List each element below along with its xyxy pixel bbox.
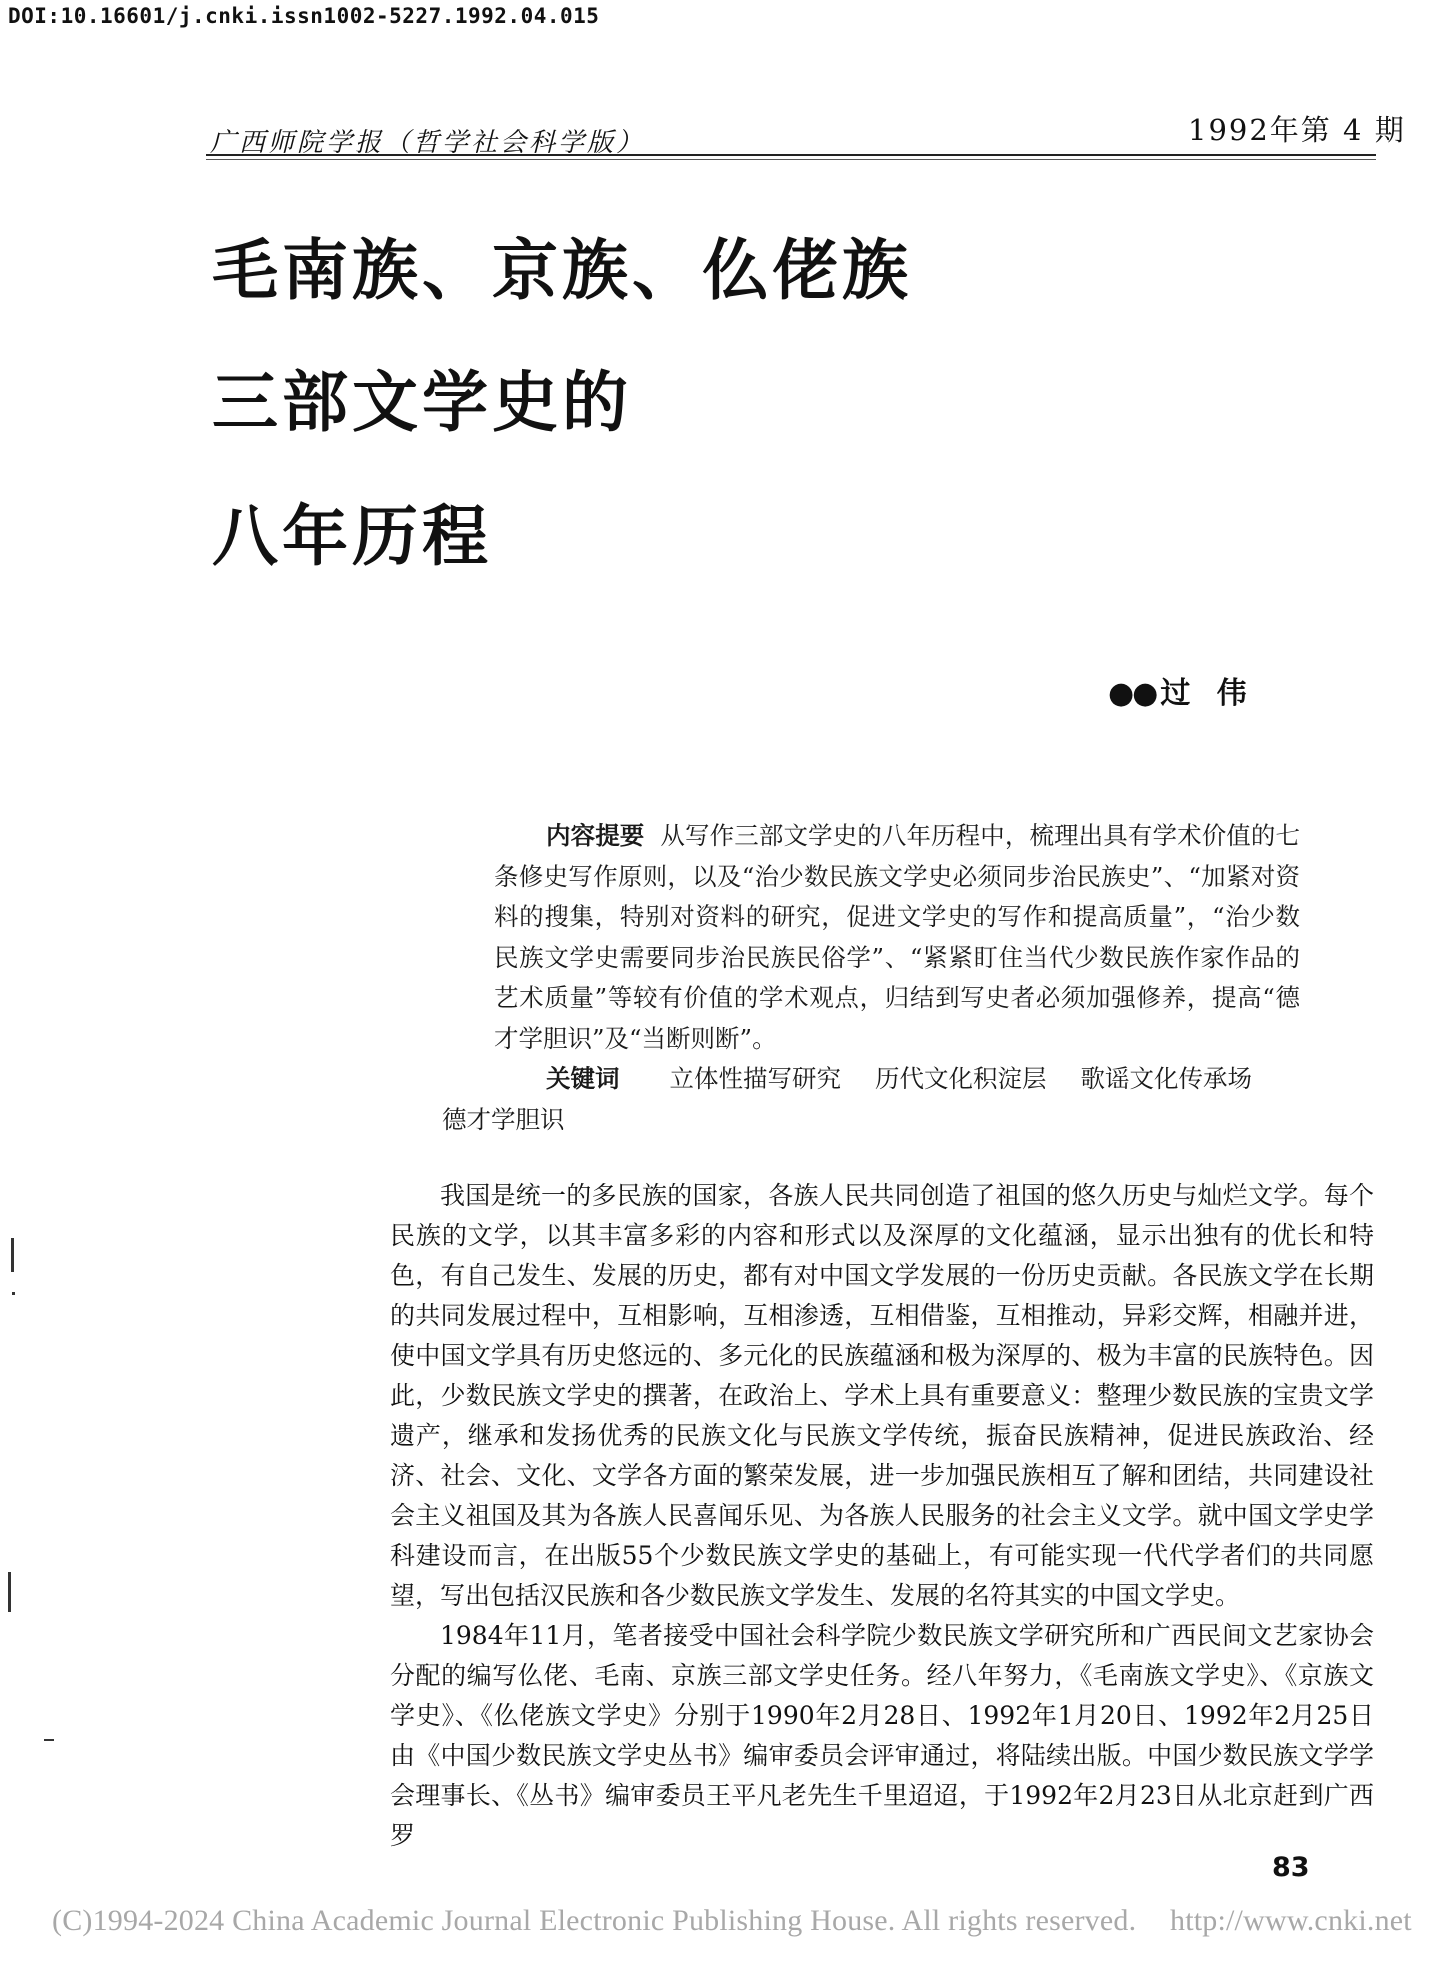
abstract-label: 内容提要 (546, 821, 645, 850)
scan-mark (44, 1739, 54, 1741)
journal-name: 广西师院学报（哲学社会科学版） (210, 128, 646, 158)
keyword: 德才学胆识 (442, 1104, 565, 1134)
title-line-1: 毛南族、京族、仫佬族 (212, 232, 912, 309)
body-paragraph-1: 我国是统一的多民族的国家，各族人民共同创造了祖国的悠久历史与灿烂文学。每个民族的文学，以其丰富多彩的内容和形式以及深厚的文化蕴涵，显示出独有的优长和特色，有自己发生、发展的历史，都有对中国文学发展的一份历史贡献。各民族文学在长期的共同发展过程中，互相影响，互相渗透，互相借鉴，互相推动，异彩交辉，相融并进，使中国文学具有历史悠远的、多元化的民族蕴涵和极为深厚的、极为丰富的民族特色。因此，少数民族文学史的撰著，在政治上、学术上具有重要意义：整理少数民族的宝贵文学遗产，继承和发扬优秀的民族文化与民族文学传统，振奋民族精神，促进民族政治、经济、社会、文化、文学各方面的繁荣发展，进一步加强民族相互了解和团结，共同建设社会主义祖国及其为各族人民喜闻乐见、为各族人民服务的社会主义文学。就中国文学史学科建设而言，在出版55个少数民族文学史的基础上，有可能实现一代代学者们的共同愿望，写出包括汉民族和各少数民族文学发生、发展的名符其实的中国文学史。 (390, 1181, 1374, 1610)
page-number: 83 (1272, 1852, 1310, 1883)
abstract-block (442, 816, 1301, 1140)
header-rule-thin (206, 159, 1376, 160)
scan-mark (12, 1292, 15, 1295)
abstract-text: 从写作三部文学史的八年历程中，梳理出具有学术价值的七条修史写作原则，以及“治少数民族文学史必须同步治民族史”、“加紧对资料的搜集，特别对资料的研究，促进文学史的写作和提高质量”，“治少数民族文学史需要同步治民族民俗学”、“紧紧盯住当代少数民族作家作品的艺术质量”等较有价值的学术观点，归结到写史者必须加强修养，提高“德才学胆识”及“当断则断”。 (494, 821, 1301, 1053)
keyword: 立体性描写研究 (669, 1064, 841, 1093)
doi-line: DOI:10.16601/j.cnki.issn1002-5227.1992.04.015 (8, 4, 600, 28)
keyword: 歌谣文化传承场 (1080, 1064, 1252, 1093)
scan-mark (8, 1572, 11, 1612)
body-text (390, 1176, 1374, 1856)
author (1108, 668, 1255, 712)
abstract-paragraph (494, 816, 1300, 1059)
title-line-2: 三部文学史的 (212, 364, 632, 441)
title-line-3: 八年历程 (212, 498, 492, 575)
keywords-paragraph (442, 1059, 1300, 1140)
footer-url: http://www.cnki.net (1170, 1904, 1412, 1937)
scan-mark (11, 1238, 14, 1272)
author-mark-icon: ●● (1108, 676, 1157, 711)
keyword: 历代文化积淀层 (875, 1064, 1047, 1093)
copyright-footer (52, 1904, 1412, 1938)
keywords-label: 关键词 (546, 1064, 620, 1093)
copyright-text: (C)1994-2024 China Academic Journal Electronic Publishing House. All rights reserved. (52, 1904, 1137, 1937)
issue-label: 1992年第 4 期 (1188, 113, 1406, 147)
header-rule (206, 154, 1376, 156)
author-name: 过 伟 (1160, 676, 1255, 711)
body-paragraph-2: 1984年11月，笔者接受中国社会科学院少数民族文学研究所和广西民间文艺家协会分配的编写仫佬、毛南、京族三部文学史任务。经八年努力，《毛南族文学史》、《京族文学史》、《仫佬族文学史》分别于1990年2月28日、1992年1月20日、1992年2月25日由《中国少数民族文学史丛书》编审委员会评审通过，将陆续出版。中国少数民族文学学会理事长、《丛书》编审委员王平凡老先生千里迢迢，于1992年2月23日从北京赶到广西罗 (390, 1621, 1374, 1850)
